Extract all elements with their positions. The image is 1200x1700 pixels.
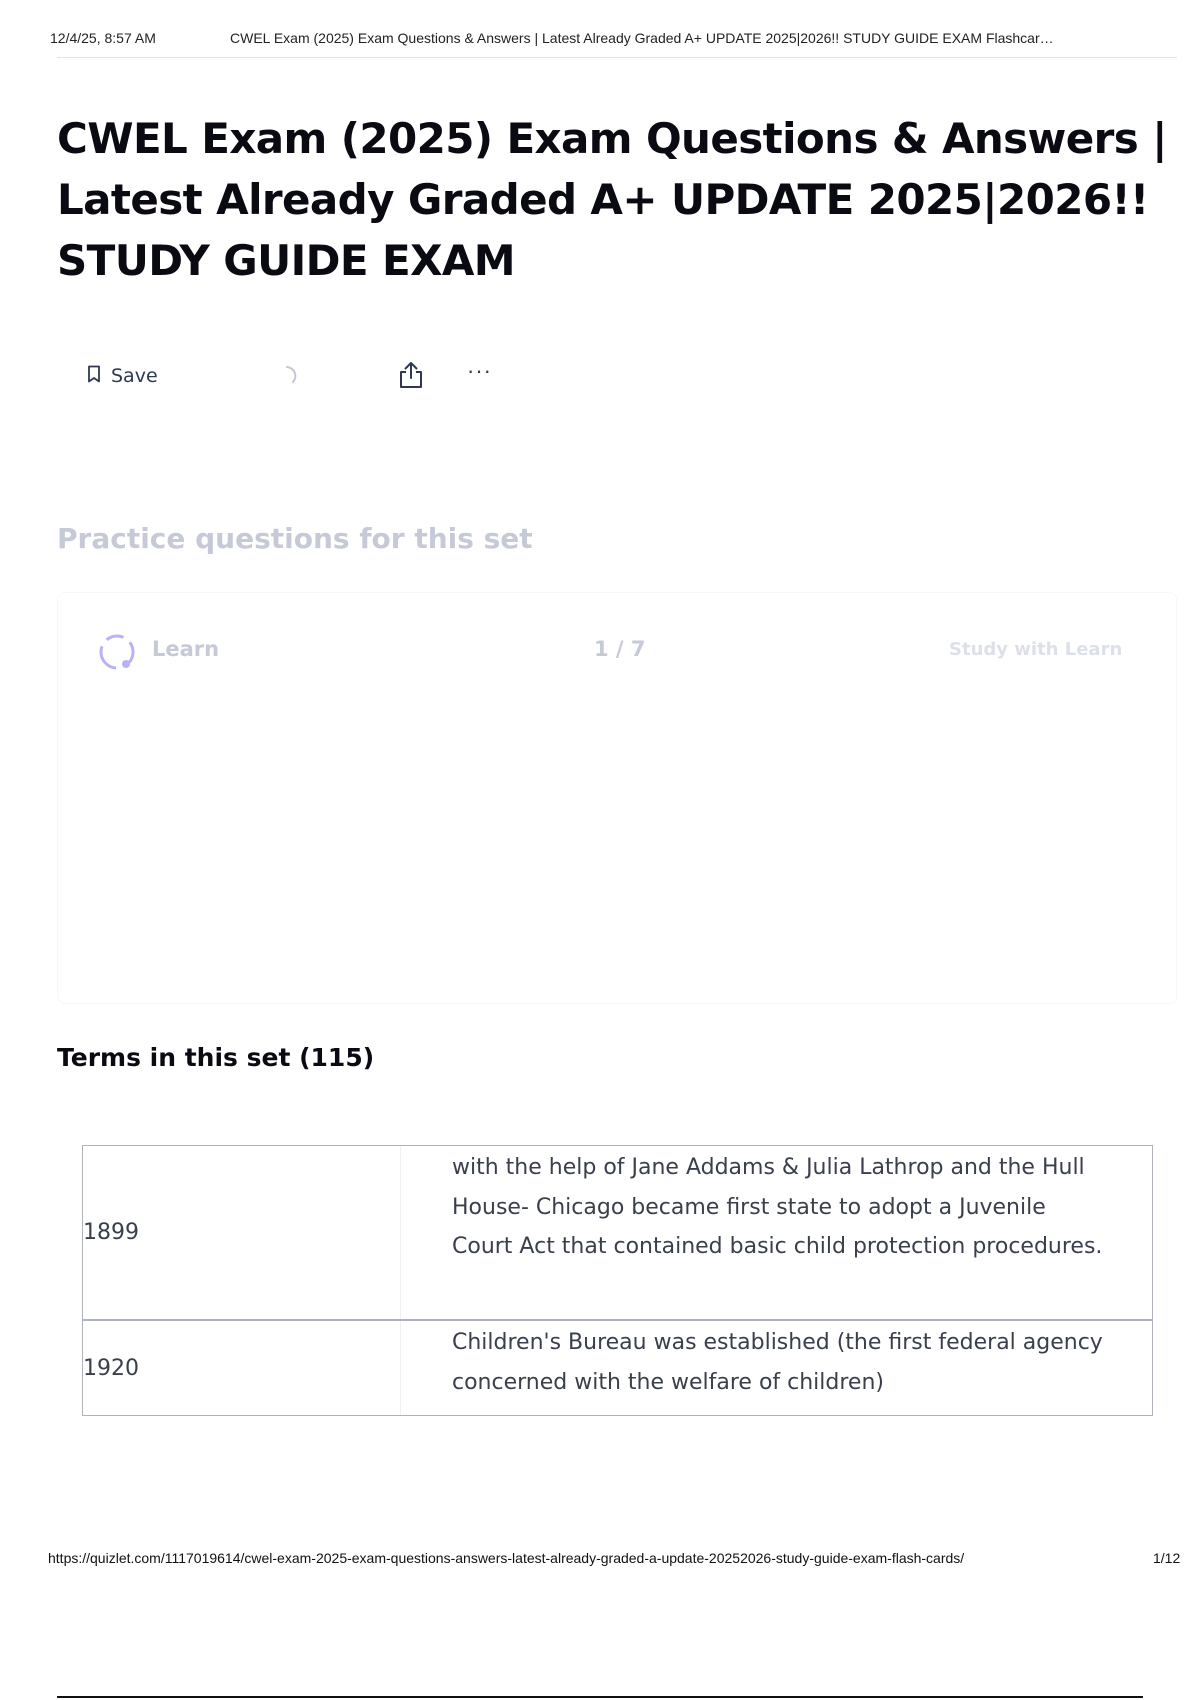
loading-spinner-icon <box>277 364 301 393</box>
header-divider <box>57 57 1177 58</box>
term-row <box>83 1321 1152 1415</box>
learn-mode-label: Learn <box>152 637 220 661</box>
learn-header-row <box>96 629 1146 673</box>
learn-practice-card <box>57 592 1177 1004</box>
learn-mode-icon <box>96 631 138 678</box>
print-header <box>50 30 1180 50</box>
page-url: https://quizlet.com/1117019614/cwel-exam-2025-exam-questions-answers-latest-already-graded-a-update-20252026-study-guide-exam-flash-cards/ <box>48 1550 965 1566</box>
terms-heading: Terms in this set (115) <box>57 1043 375 1072</box>
question-progress: 1 / 7 <box>594 637 646 661</box>
page-title: CWEL Exam (2025) Exam Questions & Answers | Latest Already Graded A+ UPDATE 2025|2026!! STUDY GUIDE EXAM <box>57 114 1167 285</box>
term-row <box>83 1146 1152 1321</box>
term-cell: 1920 <box>83 1321 401 1415</box>
set-toolbar <box>57 356 577 396</box>
page-number: 1/12 <box>1153 1550 1181 1566</box>
share-icon[interactable] <box>397 360 425 395</box>
print-date: 12/4/25, 8:57 AM <box>50 30 156 46</box>
save-button[interactable] <box>87 356 158 396</box>
more-options-icon[interactable]: ··· <box>467 358 492 383</box>
study-with-learn-button[interactable]: Study with Learn <box>949 639 1123 660</box>
terms-table <box>82 1145 1153 1416</box>
bottom-divider <box>57 1696 1143 1698</box>
definition-cell: with the help of Jane Addams & Julia Lathrop and the Hull House- Chicago became first state to adopt a Juvenile Court Act that contained basic child protection procedures. <box>452 1155 1103 1259</box>
definition-cell: Children's Bureau was established (the first federal agency concerned with the welfare of children) <box>452 1330 1103 1395</box>
bookmark-icon <box>87 365 101 388</box>
practice-heading: Practice questions for this set <box>57 522 533 555</box>
print-doc-title: CWEL Exam (2025) Exam Questions & Answers | Latest Already Graded A+ UPDATE 2025|2026!! STUDY GUIDE EXAM Flashcar… <box>230 30 1054 46</box>
save-label: Save <box>111 365 158 387</box>
term-cell: 1899 <box>83 1146 401 1319</box>
